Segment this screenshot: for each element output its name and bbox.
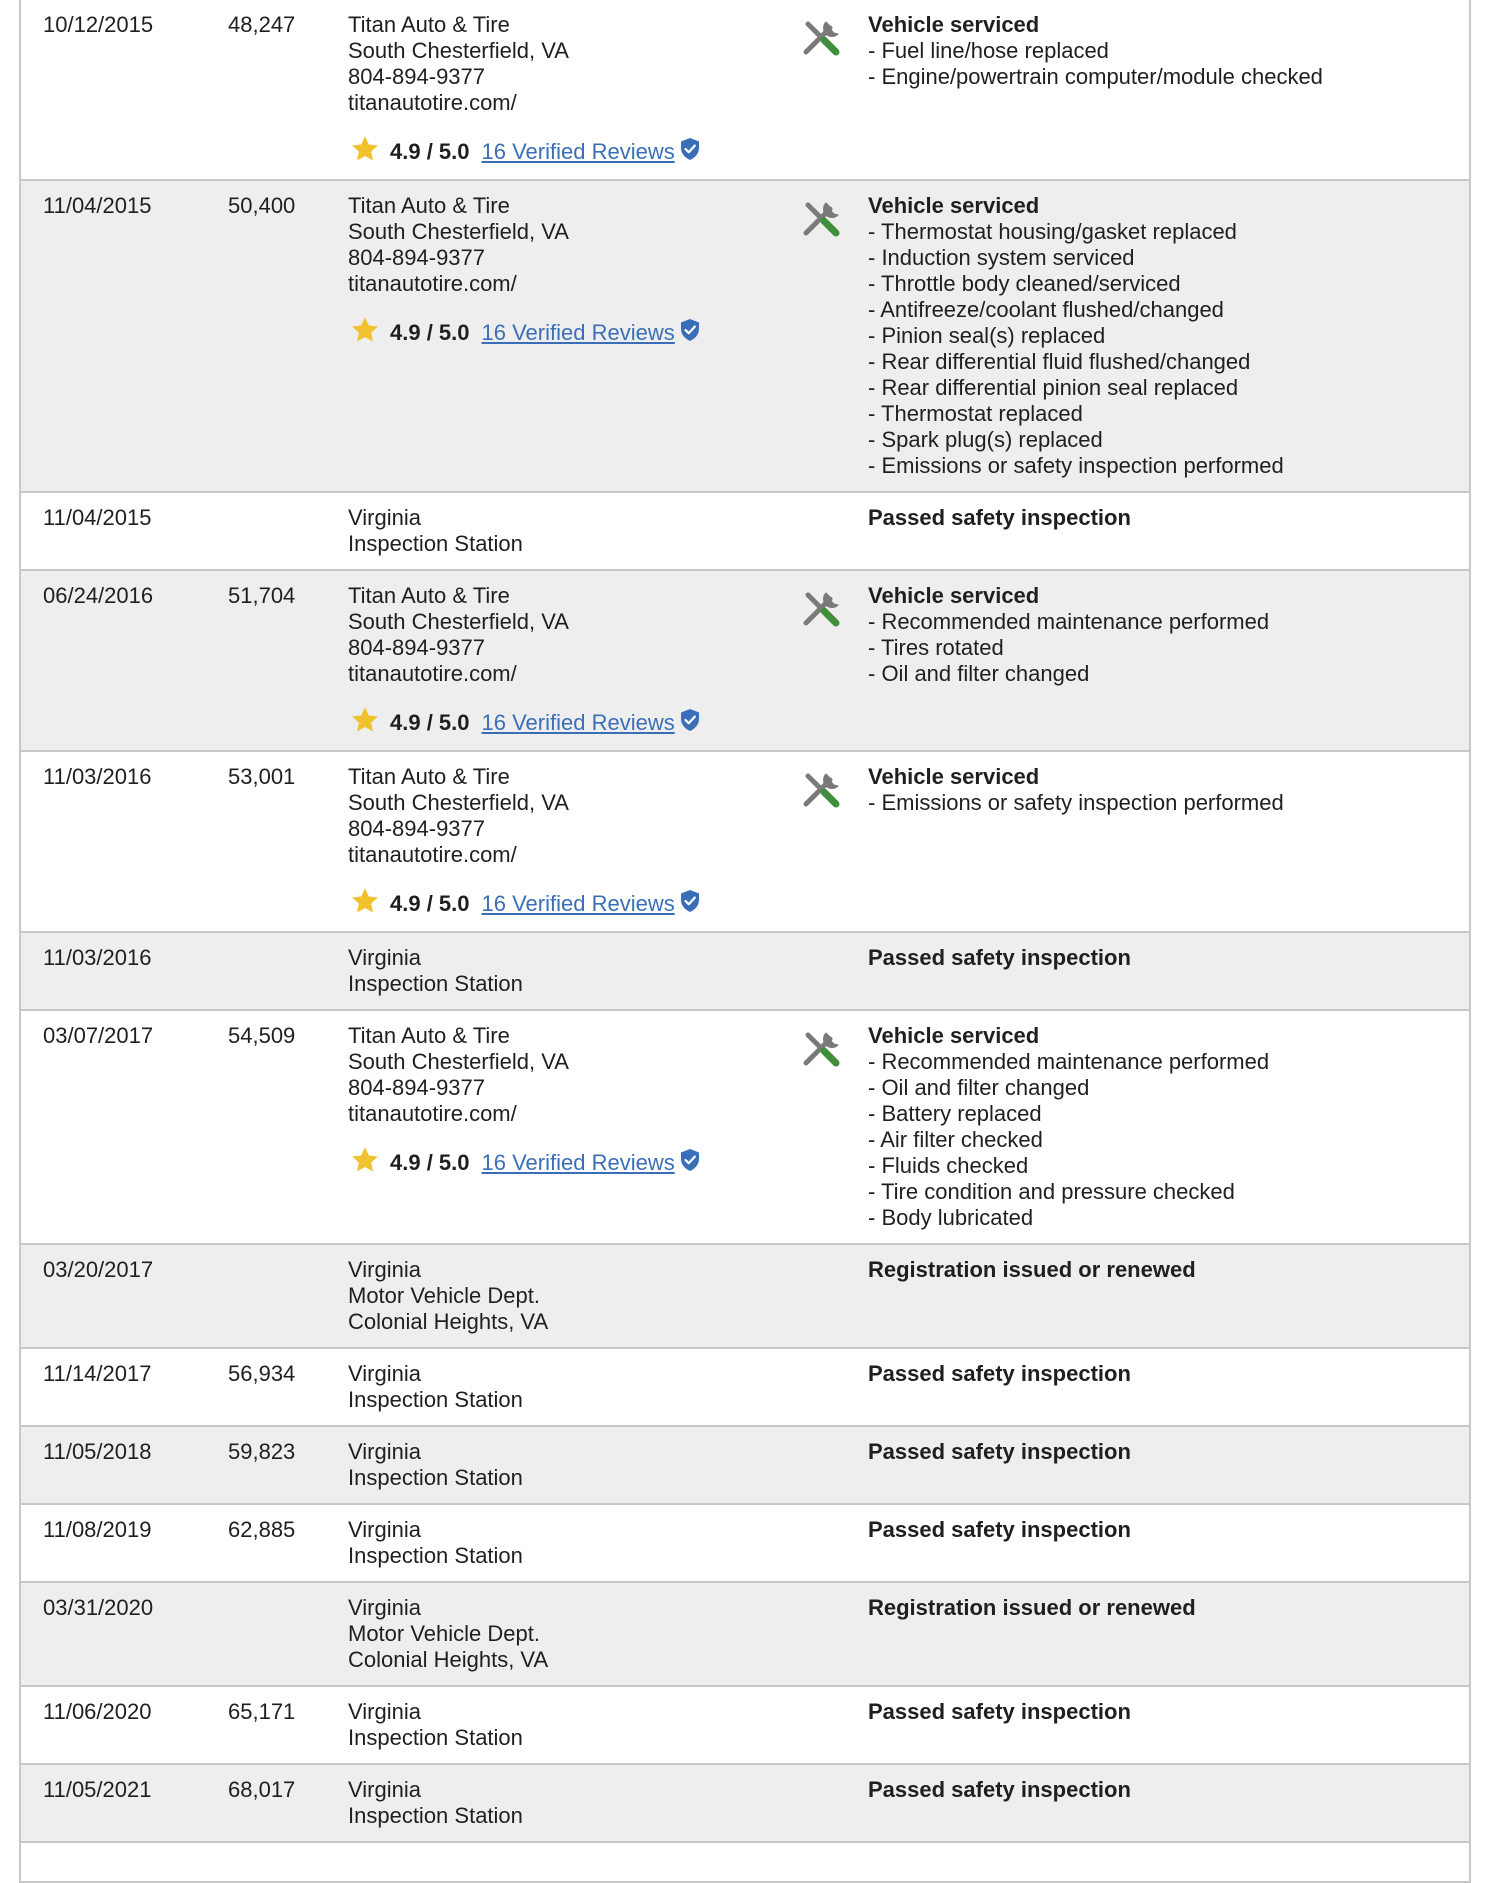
detail-item: - Recommended maintenance performed — [868, 609, 1270, 634]
event-title: Vehicle serviced — [868, 193, 1040, 218]
event-title: Registration issued or renewed — [868, 1257, 1196, 1282]
event-title: Passed safety inspection — [868, 1361, 1131, 1386]
source-line: Inspection Station — [348, 1387, 523, 1412]
service-details — [868, 764, 1284, 816]
detail-item: - Oil and filter changed — [868, 1075, 1090, 1100]
service-date: 10/12/2015 — [43, 12, 154, 37]
source-line: Titan Auto & Tire — [348, 1023, 510, 1048]
rating-score: 4.9 / 5.0 — [390, 1150, 470, 1175]
source-website: titanautotire.com/ — [348, 90, 517, 115]
odometer-reading: 53,001 — [228, 764, 296, 789]
rating-score: 4.9 / 5.0 — [390, 139, 470, 164]
odometer-reading: 50,400 — [228, 193, 296, 218]
source-line: Titan Auto & Tire — [348, 583, 510, 608]
source-line: Virginia — [348, 1699, 421, 1724]
service-details — [868, 1439, 1131, 1465]
source-line: Virginia — [348, 1517, 421, 1542]
service-date: 11/05/2018 — [43, 1439, 152, 1464]
source-info — [348, 1257, 548, 1335]
detail-item: - Pinion seal(s) replaced — [868, 323, 1106, 348]
star-icon — [348, 134, 390, 170]
source-info — [348, 1777, 523, 1829]
table-row — [21, 752, 1469, 933]
event-title: Vehicle serviced — [868, 583, 1040, 608]
source-line: Inspection Station — [348, 1803, 523, 1828]
service-details — [868, 1517, 1131, 1543]
service-date: 03/07/2017 — [43, 1023, 154, 1048]
source-line: 804-894-9377 — [348, 1075, 486, 1100]
service-date: 06/24/2016 — [43, 583, 154, 608]
vehicle-history-table — [19, 0, 1471, 1883]
source-line: 804-894-9377 — [348, 816, 486, 841]
table-row — [21, 933, 1469, 1011]
service-details — [868, 12, 1323, 90]
detail-item: - Spark plug(s) replaced — [868, 427, 1103, 452]
source-info — [348, 1517, 523, 1569]
verified-badge-icon — [675, 1148, 701, 1178]
detail-item: - Thermostat replaced — [868, 401, 1083, 426]
source-line: Inspection Station — [348, 971, 523, 996]
service-details — [868, 583, 1269, 687]
source-line: Colonial Heights, VA — [348, 1309, 549, 1334]
table-row — [21, 1843, 1469, 1883]
shop-rating — [348, 886, 701, 922]
detail-item: - Throttle body cleaned/serviced — [868, 271, 1181, 296]
star-icon — [348, 1145, 390, 1181]
odometer-reading: 59,823 — [228, 1439, 296, 1464]
source-line: Virginia — [348, 945, 421, 970]
detail-item: - Emissions or safety inspection performed — [868, 453, 1284, 478]
service-date: 11/03/2016 — [43, 945, 152, 970]
detail-item: - Tire condition and pressure checked — [868, 1179, 1235, 1204]
wrench-screwdriver-icon — [800, 18, 842, 58]
table-row — [21, 1687, 1469, 1765]
table-row — [21, 1583, 1469, 1687]
detail-item: - Fuel line/hose replaced — [868, 38, 1109, 63]
service-details — [868, 193, 1284, 479]
source-info — [348, 583, 701, 741]
verified-reviews-link[interactable]: 16 Verified Reviews — [481, 1150, 675, 1175]
source-line: Motor Vehicle Dept. — [348, 1621, 540, 1646]
service-details — [868, 1777, 1131, 1803]
odometer-reading: 56,934 — [228, 1361, 296, 1386]
odometer-reading: 48,247 — [228, 12, 296, 37]
detail-item: - Rear differential pinion seal replaced — [868, 375, 1239, 400]
source-info — [348, 12, 701, 170]
table-row — [21, 1505, 1469, 1583]
service-details — [868, 505, 1131, 531]
verified-reviews-link[interactable]: 16 Verified Reviews — [481, 139, 675, 164]
detail-item: - Body lubricated — [868, 1205, 1034, 1230]
detail-item: - Battery replaced — [868, 1101, 1042, 1126]
service-details — [868, 1257, 1196, 1283]
source-line: South Chesterfield, VA — [348, 609, 569, 634]
source-website: titanautotire.com/ — [348, 661, 517, 686]
service-date: 11/04/2015 — [43, 505, 152, 530]
event-title: Registration issued or renewed — [868, 1595, 1196, 1620]
service-details — [868, 1699, 1131, 1725]
event-title: Vehicle serviced — [868, 764, 1040, 789]
source-line: Virginia — [348, 1257, 421, 1282]
rating-score: 4.9 / 5.0 — [390, 891, 470, 916]
event-title: Passed safety inspection — [868, 505, 1131, 530]
table-row — [21, 1765, 1469, 1843]
event-title: Passed safety inspection — [868, 945, 1131, 970]
table-row — [21, 0, 1469, 181]
table-row — [21, 1427, 1469, 1505]
odometer-reading: 54,509 — [228, 1023, 296, 1048]
star-icon — [348, 315, 390, 351]
source-info — [348, 1023, 701, 1181]
shop-rating — [348, 134, 701, 170]
detail-item: - Emissions or safety inspection performed — [868, 790, 1284, 815]
source-line: Inspection Station — [348, 531, 523, 556]
source-line: Inspection Station — [348, 1465, 523, 1490]
source-line: South Chesterfield, VA — [348, 790, 569, 815]
verified-badge-icon — [675, 708, 701, 738]
source-line: South Chesterfield, VA — [348, 219, 569, 244]
detail-item: - Antifreeze/coolant flushed/changed — [868, 297, 1224, 322]
source-line: Virginia — [348, 505, 421, 530]
service-date: 11/05/2021 — [43, 1777, 152, 1802]
verified-reviews-link[interactable]: 16 Verified Reviews — [481, 891, 675, 916]
verified-badge-icon — [675, 889, 701, 919]
source-info — [348, 1361, 523, 1413]
source-line: Virginia — [348, 1777, 421, 1802]
detail-item: - Recommended maintenance performed — [868, 1049, 1270, 1074]
source-line: Inspection Station — [348, 1725, 523, 1750]
source-info — [348, 945, 523, 997]
service-details — [868, 1595, 1196, 1621]
star-icon — [348, 705, 390, 741]
source-line: Titan Auto & Tire — [348, 193, 510, 218]
source-info — [348, 1699, 523, 1751]
detail-item: - Thermostat housing/gasket replaced — [868, 219, 1237, 244]
table-row — [21, 1245, 1469, 1349]
source-info — [348, 1595, 548, 1673]
service-date: 11/14/2017 — [43, 1361, 152, 1386]
verified-reviews-link[interactable]: 16 Verified Reviews — [481, 710, 675, 735]
detail-item: - Engine/powertrain computer/module checked — [868, 64, 1323, 89]
table-row — [21, 1349, 1469, 1427]
wrench-screwdriver-icon — [800, 770, 842, 810]
wrench-screwdriver-icon — [800, 589, 842, 629]
table-row — [21, 571, 1469, 752]
rating-score: 4.9 / 5.0 — [390, 320, 470, 345]
event-title: Passed safety inspection — [868, 1517, 1131, 1542]
source-line: Titan Auto & Tire — [348, 764, 510, 789]
service-date: 11/04/2015 — [43, 193, 152, 218]
source-line: 804-894-9377 — [348, 64, 486, 89]
detail-item: - Rear differential fluid flushed/changed — [868, 349, 1251, 374]
service-details — [868, 1023, 1269, 1231]
odometer-reading: 51,704 — [228, 583, 296, 608]
source-line: 804-894-9377 — [348, 245, 486, 270]
detail-item: - Air filter checked — [868, 1127, 1043, 1152]
source-line: Colonial Heights, VA — [348, 1647, 549, 1672]
source-info — [348, 505, 523, 557]
source-website: titanautotire.com/ — [348, 271, 517, 296]
source-line: Titan Auto & Tire — [348, 12, 510, 37]
source-website: titanautotire.com/ — [348, 1101, 517, 1126]
event-title: Passed safety inspection — [868, 1439, 1131, 1464]
event-title: Passed safety inspection — [868, 1777, 1131, 1802]
odometer-reading: 62,885 — [228, 1517, 296, 1542]
detail-item: - Fluids checked — [868, 1153, 1029, 1178]
service-date: 11/06/2020 — [43, 1699, 152, 1724]
service-date: 11/08/2019 — [43, 1517, 152, 1542]
source-info — [348, 1439, 523, 1491]
source-line: Virginia — [348, 1595, 421, 1620]
odometer-reading: 68,017 — [228, 1777, 296, 1802]
service-date: 03/20/2017 — [43, 1257, 154, 1282]
wrench-screwdriver-icon — [800, 1029, 842, 1069]
event-title: Passed safety inspection — [868, 1699, 1131, 1724]
rating-score: 4.9 / 5.0 — [390, 710, 470, 735]
source-line: Virginia — [348, 1361, 421, 1386]
source-line: South Chesterfield, VA — [348, 38, 569, 63]
source-info — [348, 764, 701, 922]
source-line: South Chesterfield, VA — [348, 1049, 569, 1074]
source-website: titanautotire.com/ — [348, 842, 517, 867]
detail-item: - Oil and filter changed — [868, 661, 1090, 686]
source-line: Virginia — [348, 1439, 421, 1464]
service-details — [868, 1361, 1131, 1387]
star-icon — [348, 886, 390, 922]
event-title: Vehicle serviced — [868, 1023, 1040, 1048]
source-info — [348, 193, 701, 351]
verified-badge-icon — [675, 137, 701, 167]
service-details — [868, 945, 1131, 971]
verified-badge-icon — [675, 318, 701, 348]
table-row — [21, 181, 1469, 493]
service-date: 03/31/2020 — [43, 1595, 154, 1620]
service-date: 11/03/2016 — [43, 764, 152, 789]
verified-reviews-link[interactable]: 16 Verified Reviews — [481, 320, 675, 345]
table-row — [21, 1011, 1469, 1245]
shop-rating — [348, 705, 701, 741]
shop-rating — [348, 1145, 701, 1181]
source-line: 804-894-9377 — [348, 635, 486, 660]
source-line: Inspection Station — [348, 1543, 523, 1568]
table-row — [21, 493, 1469, 571]
event-title: Vehicle serviced — [868, 12, 1040, 37]
detail-item: - Induction system serviced — [868, 245, 1135, 270]
source-line: Motor Vehicle Dept. — [348, 1283, 540, 1308]
shop-rating — [348, 315, 701, 351]
odometer-reading: 65,171 — [228, 1699, 296, 1724]
detail-item: - Tires rotated — [868, 635, 1004, 660]
wrench-screwdriver-icon — [800, 199, 842, 239]
